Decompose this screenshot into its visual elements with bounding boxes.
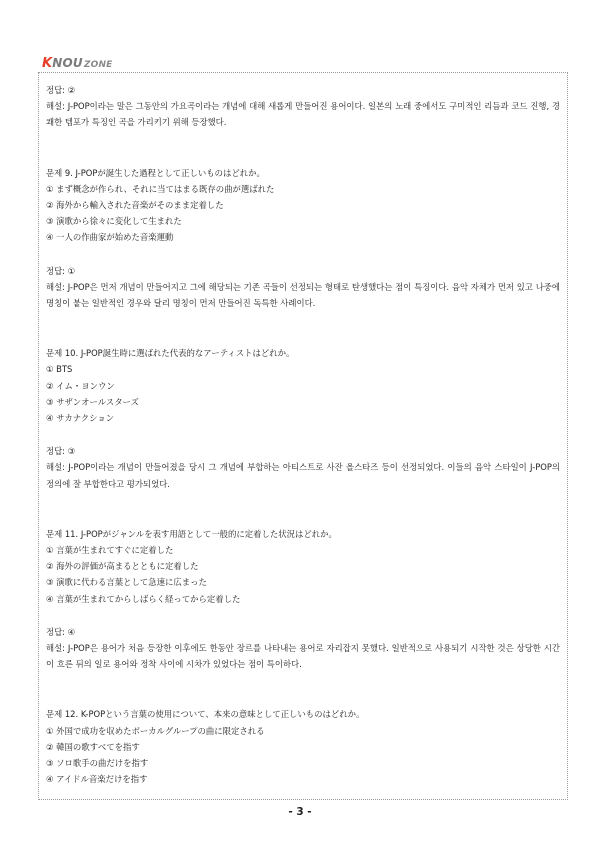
option-2: ② 韓国の歌すべてを指す (46, 741, 140, 752)
option-3: ③ 演歌に代わる言葉として急速に広まった (46, 577, 207, 588)
explanation-text: 해설: J-POP은 용어가 처음 등장한 이후에도 한동안 장르를 나타내는 용어로 자리잡지 못했다. 일반적으로 사용되기 시작한 것은 상당한 시간이 흐른 뒤의 일로 용어와 정착 사이에 시차가 있었다는 점이 특이하다. (46, 643, 560, 670)
option-2: ② 海外から輸入された音楽がそのまま定着した (46, 200, 224, 211)
option-4: ④ 一人の作曲家が始めた音楽運動 (46, 232, 174, 243)
option-3: ③ ソロ歌手の曲だけを指す (46, 758, 149, 769)
header (42, 54, 113, 72)
option-2: ② 海外の評価が高まるとともに定着した (46, 561, 199, 572)
option-3: ③ 演歌から徐々に変化して生まれた (46, 216, 182, 227)
option-3: ③ サザンオールスターズ (46, 396, 139, 407)
answer-block-q8 (46, 82, 560, 131)
document-body (46, 82, 560, 788)
option-1: ① まず概念が作られ、それに当てはまる既存の曲が選ばれた (46, 183, 275, 194)
option-4: ④ サカナクション (46, 413, 115, 424)
question-text: 문제 12. K-POPという言葉の使用について、本来の意味として正しいものはどれか。 (46, 709, 365, 720)
option-1: ① BTS (46, 364, 73, 375)
explanation-text: 해설: J-POP이라는 개념이 만들어졌을 당시 그 개념에 부합하는 아티스트로 사잔 올스타즈 등이 선정되었다. 이들의 음악 스타일이 J-POP의 정의에 잘 부합한다고 평가되었다. (46, 462, 560, 489)
page-number: - 3 - (288, 806, 312, 818)
answer-line: 정답: ③ (46, 446, 76, 457)
question-text: 문제 10. J-POP誕生時に選ばれた代表的なアーティストはどれか。 (46, 348, 295, 359)
answer-line: 정답: ④ (46, 626, 76, 637)
explanation-text: 해설: J-POP은 먼저 개념이 만들어지고 그에 해당되는 기존 곡들이 선정되는 형태로 탄생했다는 점이 특징이다. 음악 자체가 먼저 있고 나중에 명칭이 붙는 일반적인 경우와 달리 명칭이 먼저 만들어진 독특한 사례이다. (46, 281, 560, 309)
option-1: ① 言葉が生まれてすぐに定着した (46, 545, 174, 556)
answer-line: 정답: ① (46, 265, 76, 276)
option-4: ④ 言葉が生まれてからしばらく経ってから定着した (46, 593, 241, 604)
question-block-11 (46, 526, 560, 673)
question-block-9 (46, 165, 560, 312)
answer-line: 정답: ② (46, 85, 76, 95)
explanation-text: 해설: J-POP이라는 말은 그동안의 가요곡이라는 개념에 대해 새롭게 만들어진 용어이다. 일본의 노래 중에서도 구미적인 리듬과 코드 진행, 경쾌한 템포가 특징인 곡을 가리키기 위해 등장했다. (46, 101, 560, 128)
knouzone-logo: KNOUZONE (42, 55, 113, 71)
question-block-10 (46, 345, 560, 492)
question-text: 문제 9. J-POPが誕生した過程として正しいものはどれか。 (46, 167, 265, 178)
question-text: 문제 11. J-POPがジャンルを表す用語として一般的に定着した状況はどれか。 (46, 528, 337, 539)
option-4: ④ アイドル音楽だけを指す (46, 774, 148, 785)
option-2: ② イム・ヨンウン (46, 380, 115, 391)
option-1: ① 外国で成功を収めたボーカルグループの曲に限定される (46, 725, 265, 736)
question-block-12 (46, 706, 560, 787)
